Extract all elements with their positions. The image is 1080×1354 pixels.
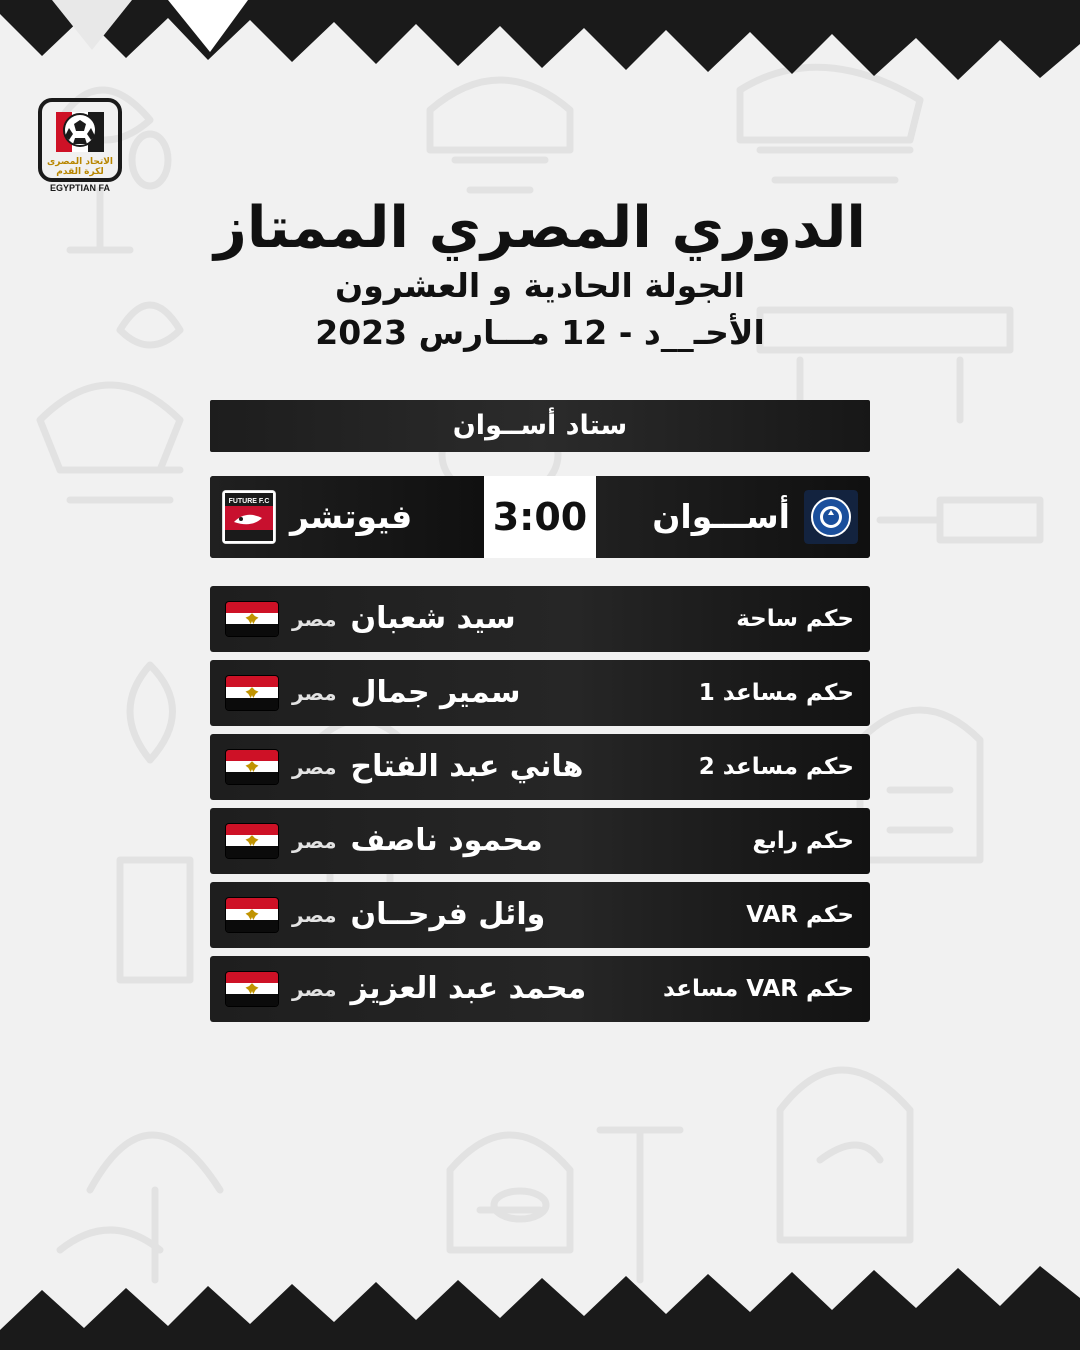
egypt-flag-icon xyxy=(226,972,278,1006)
home-team-name: أســـوان xyxy=(652,497,790,537)
egypt-flag-icon xyxy=(226,676,278,710)
official-role: حكم مساعد 1 xyxy=(698,679,854,706)
official-role: حكم رابع xyxy=(752,827,854,854)
stadium-name: ستاد أســوان xyxy=(452,410,628,442)
official-country: مصر xyxy=(292,606,337,631)
official-name: سمير جمال xyxy=(350,675,521,711)
official-role: حكم ساحة xyxy=(736,605,854,632)
egypt-flag-icon xyxy=(226,898,278,932)
away-team-cell xyxy=(210,476,484,558)
egyptian-football-association-logo-icon xyxy=(34,96,126,198)
official-name: وائل فرحــان xyxy=(350,897,546,933)
list-item xyxy=(210,956,870,1022)
official-name: محمد عبد العزيز xyxy=(350,971,587,1007)
official-country: مصر xyxy=(292,902,337,927)
round-subtitle: الجولة الحادية و العشرون xyxy=(335,265,745,305)
list-item xyxy=(210,882,870,948)
official-name: محمود ناصف xyxy=(350,823,543,859)
svg-text:الاتحاد المصرى: الاتحاد المصرى xyxy=(47,157,113,167)
match-date: الأحـ__د - 12 مـــارس 2023 xyxy=(315,312,765,352)
official-role: حكم VAR مساعد xyxy=(662,975,854,1002)
official-name: هاني عبد الفتاح xyxy=(350,749,584,785)
official-country: مصر xyxy=(292,828,337,853)
list-item xyxy=(210,660,870,726)
official-country: مصر xyxy=(292,680,337,705)
title-block xyxy=(0,196,1080,352)
official-country: مصر xyxy=(292,754,337,779)
aswan-sc-badge-icon xyxy=(804,490,858,544)
list-item xyxy=(210,808,870,874)
away-team-name: فيوتشر xyxy=(290,497,413,537)
officials-list xyxy=(210,586,870,1022)
egypt-flag-icon xyxy=(226,602,278,636)
svg-text:لكرة القدم: لكرة القدم xyxy=(56,167,104,177)
official-name: سيد شعبان xyxy=(350,601,516,637)
svg-text:FUTURE F.C: FUTURE F.C xyxy=(228,497,270,505)
official-role: حكم مساعد 2 xyxy=(698,753,854,780)
match-row[interactable] xyxy=(210,476,870,558)
official-role: حكم VAR xyxy=(746,901,854,928)
page-title: الدوري المصري الممتاز xyxy=(214,195,866,261)
official-country: مصر xyxy=(292,976,337,1001)
svg-text:EGYPTIAN FA: EGYPTIAN FA xyxy=(49,183,111,193)
egypt-flag-icon xyxy=(226,824,278,858)
future-fc-badge-icon xyxy=(222,490,276,544)
stadium-name-bar xyxy=(210,400,870,452)
egypt-flag-icon xyxy=(226,750,278,784)
kickoff-time: 3:00 xyxy=(484,476,596,558)
home-team-cell xyxy=(596,476,870,558)
list-item xyxy=(210,734,870,800)
list-item xyxy=(210,586,870,652)
